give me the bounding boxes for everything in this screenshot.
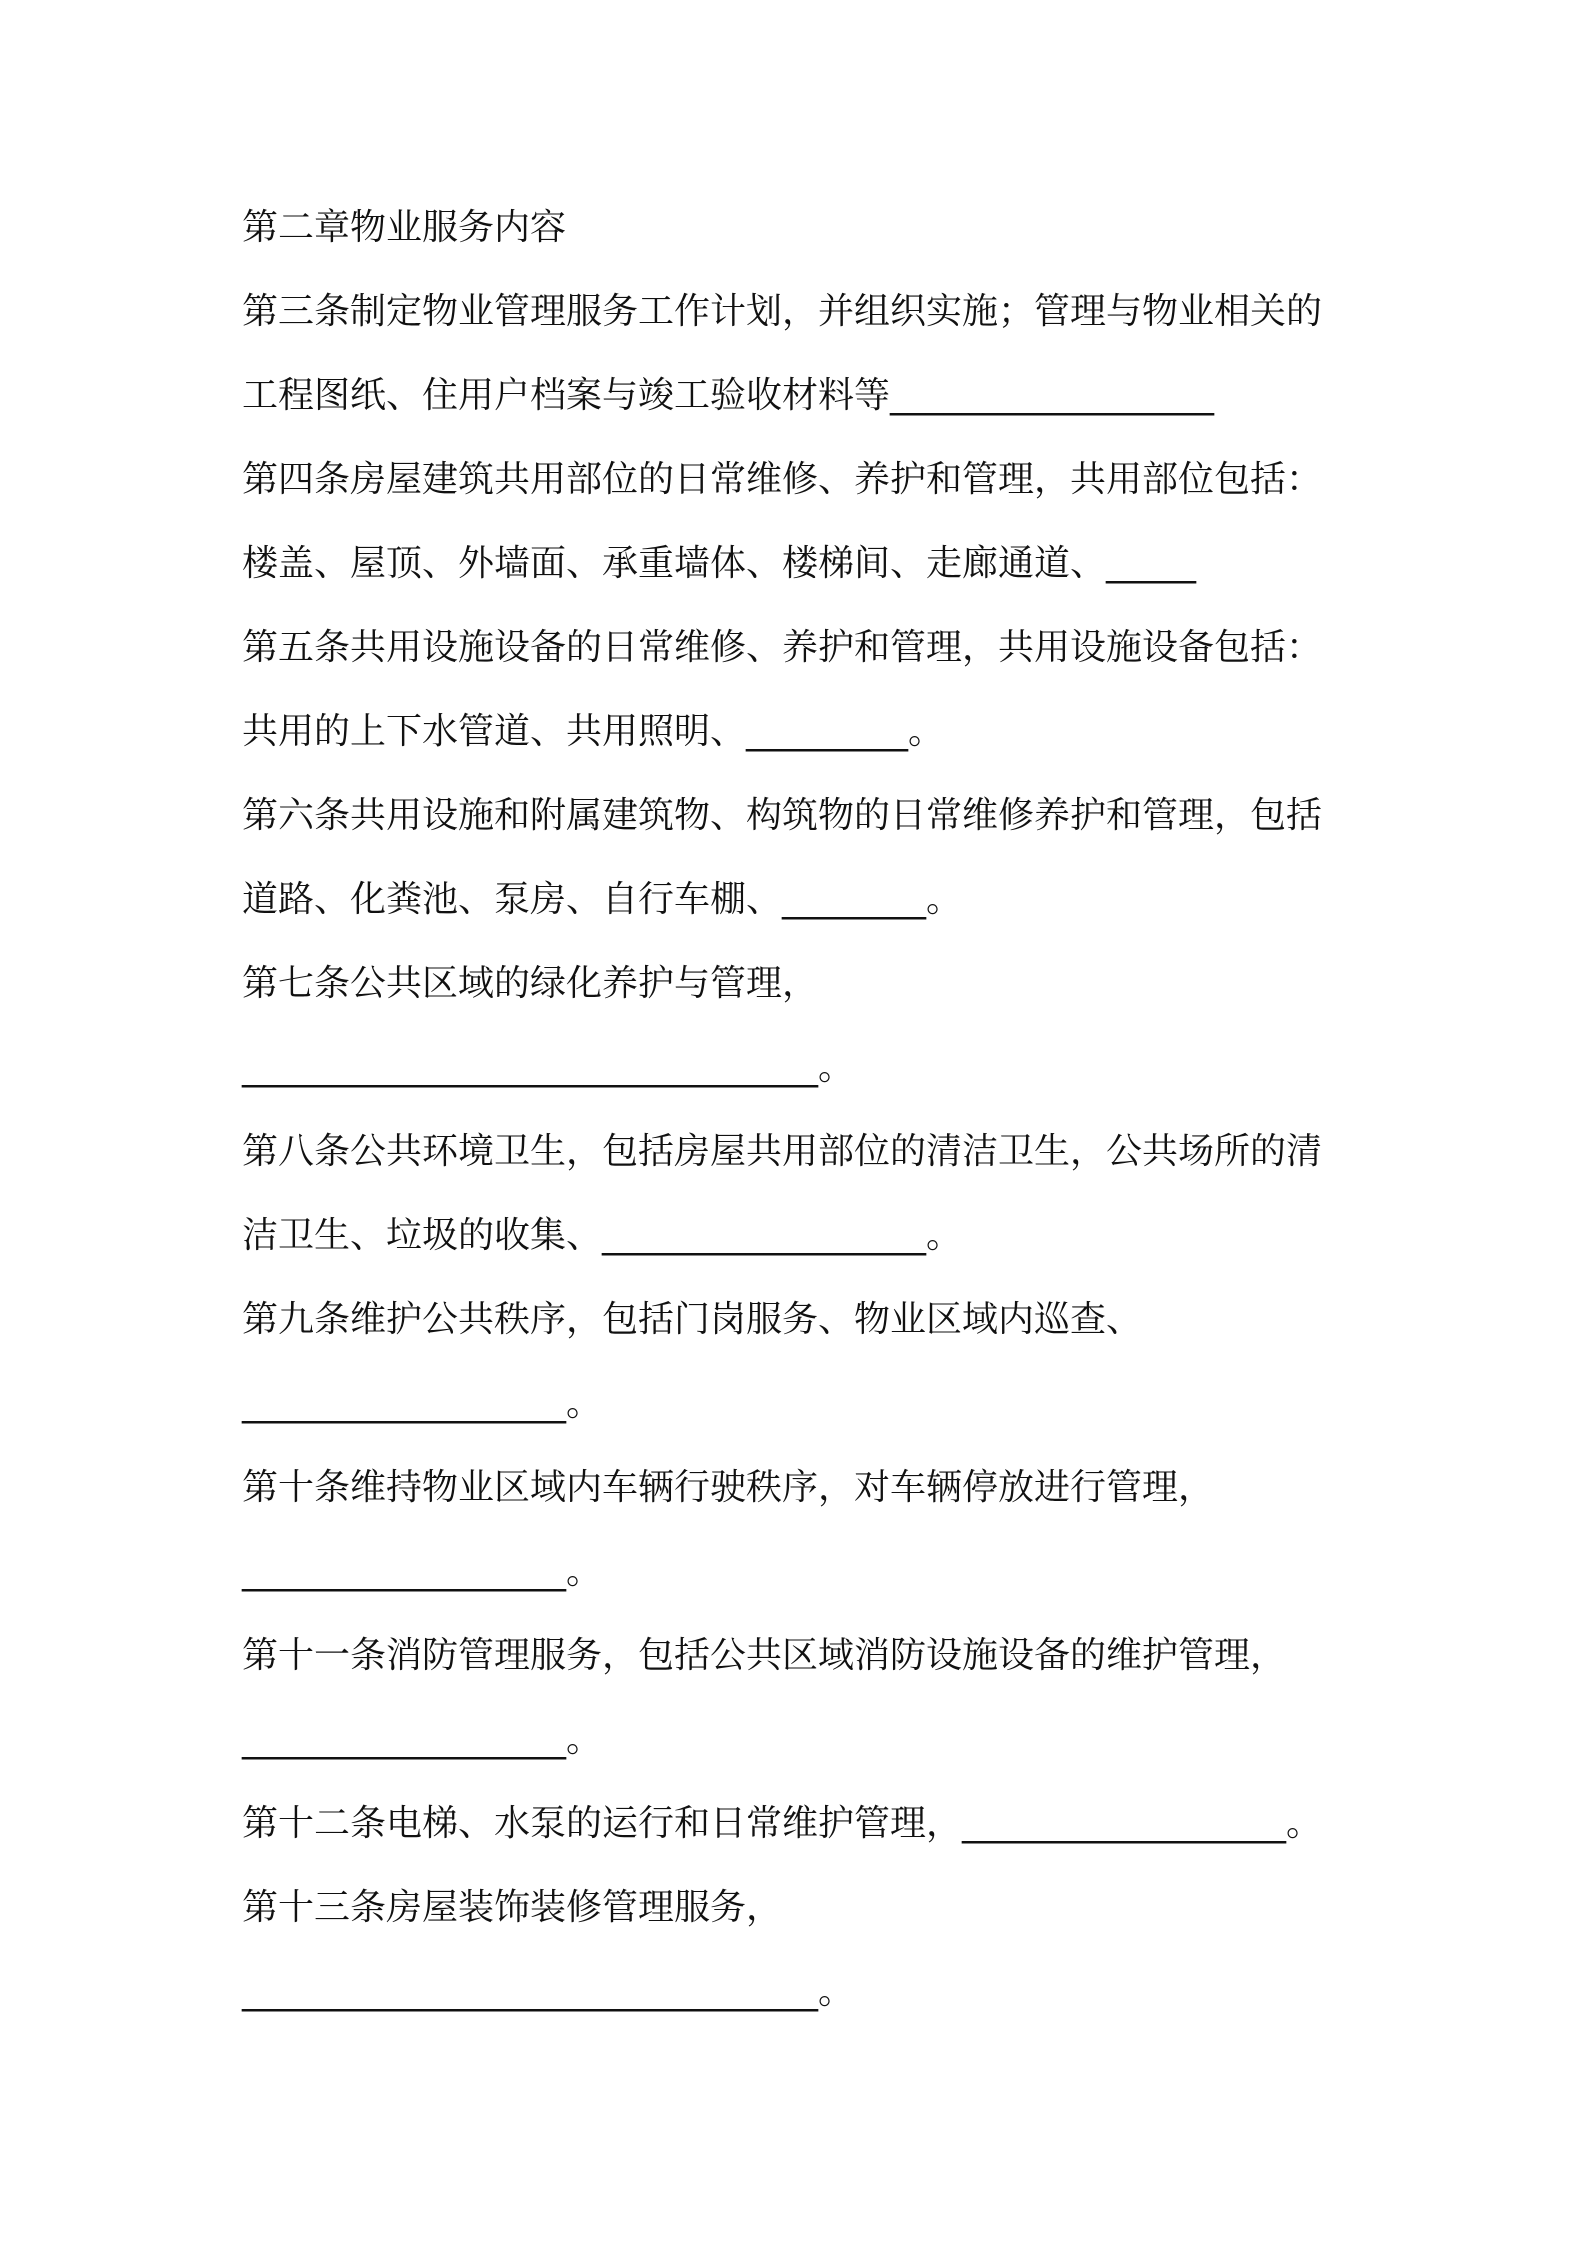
article-10-line-1: 第十条维持物业区域内车辆行驶秩序，对车辆停放进行管理， [242,1467,1215,1508]
article-13-line-1: 第十三条房屋装饰装修管理服务， [242,1887,783,1928]
article-12-line-1: 第十二条电梯、水泵的运行和日常维护管理，__________________。 [242,1803,1323,1844]
article-4-line-2: 楼盖、屋顶、外墙面、承重墙体、楼梯间、走廊通道、_____ [242,543,1197,584]
article-8-line-1: 第八条公共环境卫生，包括房屋共用部位的清洁卫生，公共场所的清 [242,1131,1323,1172]
article-5-line-1: 第五条共用设施设备的日常维修、养护和管理，共用设施设备包括： [242,627,1323,668]
chapter-heading: 第二章物业服务内容 [242,207,567,248]
article-6-line-1: 第六条共用设施和附属建筑物、构筑物的日常维修养护和管理，包括 [242,795,1323,836]
article-6-line-2: 道路、化粪池、泵房、自行车棚、________。 [242,879,963,920]
article-9-line-1: 第九条维护公共秩序，包括门岗服务、物业区域内巡查、 [242,1299,1143,1340]
article-5-line-2: 共用的上下水管道、共用照明、_________。 [242,711,945,752]
article-4-line-1: 第四条房屋建筑共用部位的日常维修、养护和管理，共用部位包括： [242,459,1323,500]
article-7-line-2: ________________________________。 [242,1047,854,1088]
article-7-line-1: 第七条公共区域的绿化养护与管理， [242,963,819,1004]
article-3-line-2: 工程图纸、住用户档案与竣工验收材料等__________________ [242,375,1215,416]
article-10-line-2: __________________。 [242,1551,602,1592]
article-9-line-2: __________________。 [242,1383,602,1424]
article-11-line-2: __________________。 [242,1719,602,1760]
article-13-line-2: ________________________________。 [242,1971,854,2012]
article-11-line-1: 第十一条消防管理服务，包括公共区域消防设施设备的维护管理， [242,1635,1287,1676]
article-8-line-2: 洁卫生、垃圾的收集、__________________。 [242,1215,963,1256]
article-3-line-1: 第三条制定物业管理服务工作计划，并组织实施；管理与物业相关的 [242,291,1323,332]
